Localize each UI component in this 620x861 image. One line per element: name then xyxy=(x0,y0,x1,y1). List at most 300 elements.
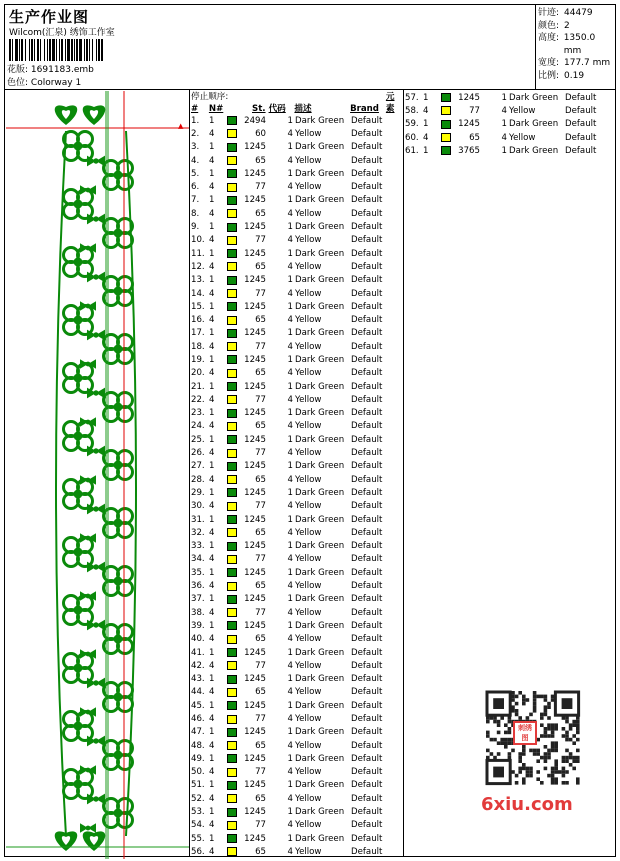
stitch-count: 77 xyxy=(255,820,266,831)
stop-number: 13. xyxy=(191,275,205,286)
stitch-count: 1245 xyxy=(244,301,266,312)
color-code: 4 xyxy=(287,155,293,166)
stop-number: 33. xyxy=(191,541,205,552)
color-code: 1 xyxy=(287,115,293,126)
color-code: 1 xyxy=(287,195,293,206)
stop-number: 55. xyxy=(191,833,205,844)
color-code: 4 xyxy=(287,368,293,379)
color-code: 1 xyxy=(287,408,293,419)
needle-number: 4 xyxy=(209,581,215,592)
color-code: 1 xyxy=(287,168,293,179)
color-description: Yellow xyxy=(295,714,322,724)
color-code: 1 xyxy=(287,301,293,312)
thread-brand: Default xyxy=(351,780,383,791)
needle-number: 4 xyxy=(209,341,215,352)
stop-row xyxy=(191,553,403,566)
stop-row xyxy=(191,633,403,646)
color-code: 4 xyxy=(501,105,507,116)
stitch-count: 77 xyxy=(255,394,266,405)
color-code: 4 xyxy=(287,501,293,512)
color-description: Yellow xyxy=(295,182,322,193)
color-description: Yellow xyxy=(295,421,322,432)
needle-number: 1 xyxy=(209,514,215,525)
stop-row xyxy=(405,91,615,104)
thread-brand: Default xyxy=(351,487,383,498)
thread-brand: Default xyxy=(351,448,383,459)
color-swatch xyxy=(227,582,237,591)
stat-value: 44479 xyxy=(564,8,593,18)
stop-row xyxy=(191,766,403,779)
color-swatch xyxy=(227,595,237,604)
thread-brand: Default xyxy=(351,421,383,432)
stitch-count: 1245 xyxy=(244,807,266,818)
stat-label: 比例: xyxy=(538,70,560,81)
color-code: 1 xyxy=(287,594,293,605)
color-code: 1 xyxy=(287,222,293,233)
stop-row xyxy=(191,460,403,473)
color-description: Yellow xyxy=(295,660,322,671)
color-description: Dark Green xyxy=(509,92,559,103)
color-swatch xyxy=(227,196,237,205)
stitch-count: 65 xyxy=(255,846,266,857)
thread-brand: Default xyxy=(351,142,383,153)
color-description: Dark Green xyxy=(295,780,345,791)
thread-brand: Default xyxy=(351,607,383,618)
color-swatch xyxy=(227,143,237,152)
svg-text:▲: ▲ xyxy=(178,122,184,130)
stop-number: 45. xyxy=(191,700,205,711)
color-description: Dark Green xyxy=(295,248,345,259)
stitch-count: 1245 xyxy=(244,461,266,472)
color-code: 4 xyxy=(287,421,293,432)
color-description: Dark Green xyxy=(295,620,345,631)
thread-brand: Default xyxy=(351,208,383,219)
stop-row xyxy=(191,353,403,366)
stop-number: 12. xyxy=(191,261,205,272)
color-description: Dark Green xyxy=(509,119,559,130)
color-code: 4 xyxy=(287,527,293,538)
stop-row xyxy=(191,566,403,579)
stop-row xyxy=(191,141,403,154)
stop-number: 15. xyxy=(191,301,205,312)
thread-brand: Default xyxy=(351,767,383,778)
stop-number: 23. xyxy=(191,408,205,419)
needle-number: 4 xyxy=(209,660,215,671)
needle-number: 4 xyxy=(209,315,215,326)
color-code: 1 xyxy=(287,461,293,472)
stop-row xyxy=(191,274,403,287)
needle-number: 4 xyxy=(209,793,215,804)
stop-row xyxy=(191,672,403,685)
color-description: Dark Green xyxy=(295,674,345,685)
col-n: N# xyxy=(208,104,224,114)
needle-number: 1 xyxy=(209,275,215,286)
color-code: 4 xyxy=(287,315,293,326)
color-swatch xyxy=(227,183,237,192)
stop-number: 47. xyxy=(191,727,205,738)
thread-brand: Default xyxy=(351,753,383,764)
thread-brand: Default xyxy=(351,833,383,844)
thread-brand: Default xyxy=(351,527,383,538)
design-file-value: 1691183.emb xyxy=(30,65,94,75)
stop-number: 18. xyxy=(191,341,205,352)
needle-number: 1 xyxy=(209,381,215,392)
needle-number: 4 xyxy=(209,288,215,299)
stop-number: 11. xyxy=(191,248,205,259)
color-code: 4 xyxy=(287,581,293,592)
thread-brand: Default xyxy=(351,354,383,365)
thread-brand: Default xyxy=(351,394,383,405)
color-code: 4 xyxy=(287,767,293,778)
stop-number: 10. xyxy=(191,235,205,246)
color-swatch xyxy=(227,635,237,644)
color-swatch xyxy=(227,156,237,165)
needle-number: 4 xyxy=(209,634,215,645)
stitch-count: 65 xyxy=(469,132,480,143)
color-swatch xyxy=(227,542,237,551)
stat-value: 2 xyxy=(564,20,570,31)
color-swatch xyxy=(227,302,237,311)
color-swatch xyxy=(227,528,237,537)
color-description: Dark Green xyxy=(295,142,345,153)
stop-number: 21. xyxy=(191,381,205,392)
stop-row xyxy=(405,118,615,131)
stitch-count: 65 xyxy=(255,687,266,698)
thread-brand: Default xyxy=(351,634,383,645)
color-description: Yellow xyxy=(295,448,322,459)
stitch-count: 1245 xyxy=(244,328,266,339)
stop-number: 59. xyxy=(405,119,419,130)
stop-number: 19. xyxy=(191,354,205,365)
color-description: Yellow xyxy=(295,501,322,512)
stop-row xyxy=(191,127,403,140)
color-code: 1 xyxy=(287,381,293,392)
thread-brand: Default xyxy=(351,647,383,658)
needle-number: 1 xyxy=(209,461,215,472)
stitch-count: 77 xyxy=(255,714,266,724)
needle-number: 1 xyxy=(209,780,215,791)
stop-row xyxy=(191,779,403,792)
needle-number: 1 xyxy=(423,92,429,103)
thread-brand: Default xyxy=(351,687,383,698)
color-swatch xyxy=(227,209,237,218)
needle-number: 1 xyxy=(209,674,215,685)
thread-brand: Default xyxy=(351,620,383,631)
stop-number: 41. xyxy=(191,647,205,658)
stitch-count: 77 xyxy=(255,182,266,193)
stat-label: 宽度: xyxy=(538,58,560,68)
color-swatch xyxy=(227,316,237,325)
stop-row xyxy=(405,131,615,144)
stop-row xyxy=(191,420,403,433)
stop-row xyxy=(191,540,403,553)
color-swatch xyxy=(227,515,237,524)
color-description: Yellow xyxy=(295,235,322,246)
color-description: Yellow xyxy=(295,793,322,804)
needle-number: 1 xyxy=(209,647,215,658)
stop-row xyxy=(191,513,403,526)
needle-number: 1 xyxy=(423,145,429,156)
stop-row xyxy=(191,407,403,420)
thread-brand: Default xyxy=(351,740,383,751)
needle-number: 1 xyxy=(209,594,215,605)
color-code: 1 xyxy=(501,145,507,156)
color-swatch xyxy=(227,369,237,378)
stitch-count: 1245 xyxy=(244,567,266,578)
color-swatch xyxy=(227,262,237,271)
stop-number: 3. xyxy=(191,142,200,153)
color-swatch xyxy=(227,289,237,298)
needle-number: 4 xyxy=(423,132,429,143)
needle-number: 4 xyxy=(209,474,215,485)
colorway-value: Colorway 1 xyxy=(30,78,82,88)
stop-number: 14. xyxy=(191,288,205,299)
thread-brand: Default xyxy=(351,567,383,578)
stop-row xyxy=(191,726,403,739)
stitch-count: 77 xyxy=(255,448,266,459)
col-element: 元素 xyxy=(385,92,395,114)
needle-number: 4 xyxy=(209,368,215,379)
stop-number: 53. xyxy=(191,807,205,818)
stop-row xyxy=(191,446,403,459)
color-swatch xyxy=(227,648,237,657)
thread-brand: Default xyxy=(351,381,383,392)
needle-number: 4 xyxy=(209,394,215,405)
color-code: 1 xyxy=(287,514,293,525)
stop-row xyxy=(191,207,403,220)
stop-row xyxy=(191,579,403,592)
stop-sequence-list xyxy=(191,90,403,859)
stop-number: 49. xyxy=(191,753,205,764)
stop-number: 50. xyxy=(191,767,205,778)
needle-number: 1 xyxy=(209,195,215,206)
thread-brand: Default xyxy=(351,155,383,166)
color-description: Yellow xyxy=(295,607,322,618)
thread-brand: Default xyxy=(565,105,597,116)
stop-number: 35. xyxy=(191,567,205,578)
color-description: Dark Green xyxy=(295,222,345,233)
thread-brand: Default xyxy=(351,727,383,738)
thread-brand: Default xyxy=(351,195,383,206)
needle-number: 4 xyxy=(423,105,429,116)
stitch-count: 77 xyxy=(255,341,266,352)
stop-number: 38. xyxy=(191,607,205,618)
stitch-count: 2494 xyxy=(244,115,266,126)
color-code: 1 xyxy=(287,647,293,658)
stitch-count: 65 xyxy=(255,368,266,379)
stop-row xyxy=(191,752,403,765)
stop-row xyxy=(191,220,403,233)
stitch-count: 1245 xyxy=(244,408,266,419)
needle-number: 4 xyxy=(209,235,215,246)
color-code: 4 xyxy=(287,846,293,857)
color-description: Dark Green xyxy=(295,461,345,472)
thread-brand: Default xyxy=(351,328,383,339)
design-preview xyxy=(6,91,189,859)
stitch-count: 77 xyxy=(255,501,266,512)
color-swatch xyxy=(227,701,237,710)
col-hash: # xyxy=(191,104,199,114)
stitch-count: 1245 xyxy=(244,700,266,711)
stitch-count: 1245 xyxy=(244,514,266,525)
stop-number: 1. xyxy=(191,115,200,126)
color-swatch xyxy=(227,422,237,431)
stitch-count: 1245 xyxy=(244,195,266,206)
needle-number: 1 xyxy=(209,807,215,818)
color-code: 4 xyxy=(287,128,293,139)
needle-number: 1 xyxy=(209,620,215,631)
needle-number: 1 xyxy=(209,408,215,419)
stop-number: 57. xyxy=(405,92,419,103)
color-description: Dark Green xyxy=(509,145,559,156)
color-description: Dark Green xyxy=(295,807,345,818)
color-swatch xyxy=(227,794,237,803)
stitch-count: 65 xyxy=(255,527,266,538)
color-description: Dark Green xyxy=(295,514,345,525)
stop-row xyxy=(191,526,403,539)
stop-row xyxy=(191,300,403,313)
color-code: 1 xyxy=(287,620,293,631)
thread-brand: Default xyxy=(565,92,597,103)
stop-row xyxy=(191,845,403,858)
color-swatch xyxy=(227,661,237,670)
needle-number: 1 xyxy=(209,567,215,578)
color-code: 4 xyxy=(287,394,293,405)
color-description: Yellow xyxy=(295,128,322,139)
stitch-count: 77 xyxy=(255,554,266,565)
needle-number: 1 xyxy=(209,753,215,764)
color-swatch xyxy=(227,116,237,125)
stitch-count: 1245 xyxy=(244,222,266,233)
stop-row xyxy=(191,327,403,340)
stitch-count: 1245 xyxy=(244,833,266,844)
color-code: 4 xyxy=(287,474,293,485)
watermark-logo: 6xiu.com xyxy=(481,794,573,815)
color-description: Dark Green xyxy=(295,434,345,445)
color-description: Dark Green xyxy=(295,727,345,738)
thread-brand: Default xyxy=(351,275,383,286)
color-swatch xyxy=(227,488,237,497)
color-swatch xyxy=(441,133,451,142)
thread-brand: Default xyxy=(351,501,383,512)
color-code: 4 xyxy=(287,714,293,724)
stop-number: 4. xyxy=(191,155,200,166)
needle-number: 1 xyxy=(209,115,215,126)
color-description: Dark Green xyxy=(295,700,345,711)
stop-row xyxy=(191,619,403,632)
color-swatch xyxy=(227,475,237,484)
color-description: Yellow xyxy=(295,315,322,326)
color-description: Dark Green xyxy=(295,168,345,179)
needle-number: 4 xyxy=(209,820,215,831)
stop-number: 43. xyxy=(191,674,205,685)
page-title: 生产作业图 xyxy=(9,8,90,26)
color-description: Dark Green xyxy=(295,301,345,312)
seal-stamp: 刺绣图 xyxy=(513,721,537,745)
needle-number: 4 xyxy=(209,421,215,432)
needle-number: 4 xyxy=(209,208,215,219)
stop-number: 29. xyxy=(191,487,205,498)
thread-brand: Default xyxy=(351,222,383,233)
color-swatch xyxy=(227,675,237,684)
stop-number: 37. xyxy=(191,594,205,605)
color-code: 1 xyxy=(287,487,293,498)
color-code: 4 xyxy=(287,208,293,219)
thread-brand: Default xyxy=(351,793,383,804)
color-code: 4 xyxy=(287,235,293,246)
stop-number: 42. xyxy=(191,660,205,671)
color-code: 4 xyxy=(287,448,293,459)
stop-number: 52. xyxy=(191,793,205,804)
color-swatch xyxy=(227,409,237,418)
barcode xyxy=(9,39,165,61)
thread-brand: Default xyxy=(351,168,383,179)
needle-number: 1 xyxy=(209,541,215,552)
color-code: 1 xyxy=(287,780,293,791)
stitch-count: 65 xyxy=(255,315,266,326)
col-brand: Brand xyxy=(350,104,379,114)
color-description: Yellow xyxy=(295,368,322,379)
stop-row xyxy=(191,832,403,845)
color-description: Yellow xyxy=(295,394,322,405)
stitch-count: 65 xyxy=(255,581,266,592)
thread-brand: Default xyxy=(351,288,383,299)
color-swatch xyxy=(227,621,237,630)
design-file-row xyxy=(7,62,94,75)
stitch-count: 65 xyxy=(255,634,266,645)
color-description: Yellow xyxy=(295,341,322,352)
thread-brand: Default xyxy=(351,714,383,724)
stitch-count: 65 xyxy=(255,261,266,272)
stop-number: 48. xyxy=(191,740,205,751)
needle-number: 4 xyxy=(209,155,215,166)
color-description: Yellow xyxy=(509,132,536,143)
color-swatch xyxy=(441,93,451,102)
color-swatch xyxy=(227,502,237,511)
stitch-count: 1245 xyxy=(244,780,266,791)
color-swatch xyxy=(227,781,237,790)
needle-number: 4 xyxy=(209,554,215,565)
stop-number: 32. xyxy=(191,527,205,538)
thread-brand: Default xyxy=(351,261,383,272)
embroidery-design xyxy=(6,91,189,859)
thread-brand: Default xyxy=(351,368,383,379)
color-swatch xyxy=(441,146,451,155)
needle-number: 1 xyxy=(209,248,215,259)
stat-row xyxy=(538,7,615,20)
stitch-count: 77 xyxy=(469,105,480,116)
stitch-count: 1245 xyxy=(244,248,266,259)
stop-number: 40. xyxy=(191,634,205,645)
color-code: 1 xyxy=(287,142,293,153)
thread-brand: Default xyxy=(351,434,383,445)
thread-brand: Default xyxy=(351,820,383,831)
design-file-label: 花版: xyxy=(7,65,29,75)
stop-number: 51. xyxy=(191,780,205,791)
stop-row xyxy=(191,367,403,380)
stop-row xyxy=(191,393,403,406)
design-stats xyxy=(538,7,615,82)
stitch-count: 1245 xyxy=(244,727,266,738)
needle-number: 1 xyxy=(209,833,215,844)
stitch-count: 60 xyxy=(255,128,266,139)
needle-number: 4 xyxy=(209,714,215,724)
color-description: Dark Green xyxy=(295,381,345,392)
color-description: Yellow xyxy=(295,527,322,538)
color-description: Yellow xyxy=(509,105,536,116)
color-code: 4 xyxy=(287,820,293,831)
color-description: Yellow xyxy=(295,740,322,751)
